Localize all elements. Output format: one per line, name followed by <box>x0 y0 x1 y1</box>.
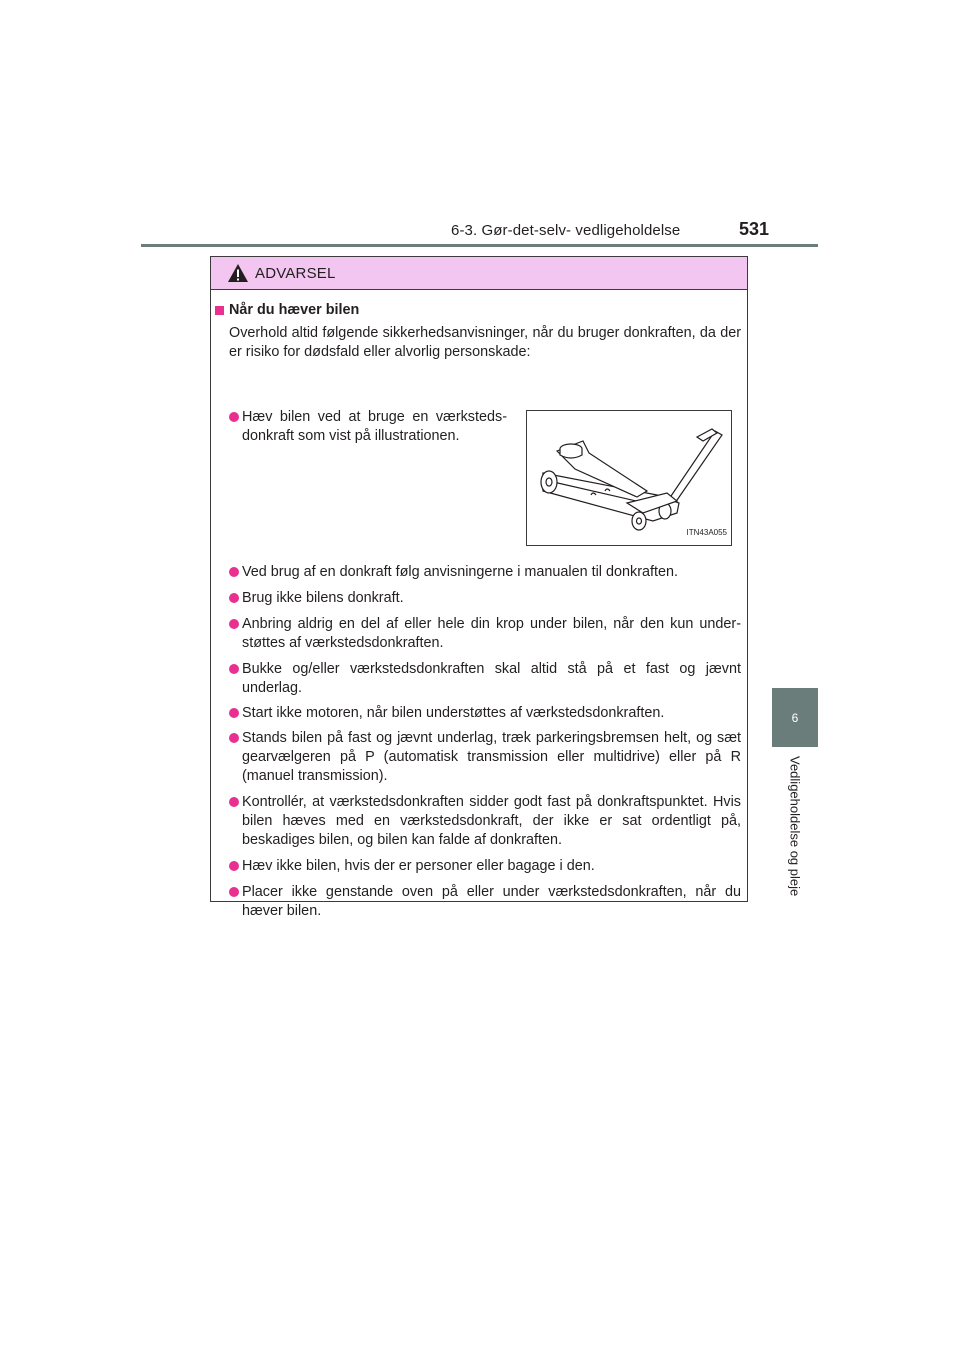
bullet-dot-icon <box>229 412 239 422</box>
page-number: 531 <box>739 219 770 239</box>
bullet-item <box>229 857 741 876</box>
bullet-item <box>229 660 741 698</box>
bullet-text: Ved brug af en donkraft følg anvisningerne i manualen til donkraften. <box>242 564 678 580</box>
bullet-dot-icon <box>229 619 239 629</box>
bullet-dot-icon <box>229 733 239 743</box>
square-bullet-icon <box>215 306 224 315</box>
subsection-heading-text: Når du hæver bilen <box>229 302 360 318</box>
section-title: 6-3. Gør-det-selv- vedligeholdelse <box>451 222 681 239</box>
subsection-heading <box>215 301 359 320</box>
bullet-dot-icon <box>229 664 239 674</box>
intro-text: Overhold altid følgende sikkerhedsanvisninger, når du bruger donkraften, da der er risiko for dødsfald eller alvorlig personskade: <box>229 325 741 360</box>
chapter-number: 6 <box>791 710 799 725</box>
bullet-dot-icon <box>229 797 239 807</box>
bullet-item <box>229 793 741 850</box>
illustration-code: ITN43A055 <box>686 528 727 537</box>
chapter-title: Vedligeholdelse og pleje <box>787 756 803 897</box>
bullet-dot-icon <box>229 567 239 577</box>
bullet-item <box>229 563 741 582</box>
bullet-text: Anbring aldrig en del af eller hele din krop under bilen, når den kun under-støttes af værkstedsdonkraften. <box>242 616 741 651</box>
bullet-text: Hæv bilen ved at bruge en værksteds-donkraft som vist på illustrationen. <box>242 409 507 444</box>
bullet-text: Stands bilen på fast og jævnt underlag, træk parkeringsbremsen helt, og sæt gearvælgeren på P (automatisk transmission eller multidrive) eller på R (manuel transmission). <box>242 730 741 784</box>
bullet-text: Kontrollér, at værkstedsdonkraften sidder godt fast på donkraftspunktet. Hvis bilen hæves med en værkstedsdonkraft, der ikke er sat ordentligt på, beskadiges bilen, og bilen kan falde af donkraften. <box>242 794 741 848</box>
bullet-dot-icon <box>229 593 239 603</box>
bullet-item <box>229 589 741 608</box>
warning-box <box>210 256 748 919</box>
jack-illustration <box>526 410 732 546</box>
chapter-tab <box>772 688 818 747</box>
bullet-dot-icon <box>229 861 239 871</box>
warning-header <box>211 257 747 290</box>
bullet-text: Placer ikke genstande oven på eller under værkstedsdonkraften, når du hæver bilen. <box>242 884 741 919</box>
bullet-item <box>229 408 507 446</box>
warning-title: ADVARSEL <box>255 264 336 282</box>
bullet-text: Hæv ikke bilen, hvis der er personer eller bagage i den. <box>242 858 595 874</box>
bullet-dot-icon <box>229 887 239 897</box>
bullet-dot-icon <box>229 708 239 718</box>
bullet-item <box>229 704 741 723</box>
bullet-text: Brug ikke bilens donkraft. <box>242 590 404 606</box>
bullet-item <box>229 729 741 786</box>
header-rule <box>141 244 818 247</box>
bullet-item <box>229 883 741 921</box>
bullet-text: Start ikke motoren, når bilen understøttes af værkstedsdonkraften. <box>242 705 665 721</box>
warning-triangle-icon <box>227 263 249 283</box>
bullet-item <box>229 615 741 653</box>
bullet-text: Bukke og/eller værkstedsdonkraften skal altid stå på et fast og jævnt underlag. <box>242 661 741 696</box>
